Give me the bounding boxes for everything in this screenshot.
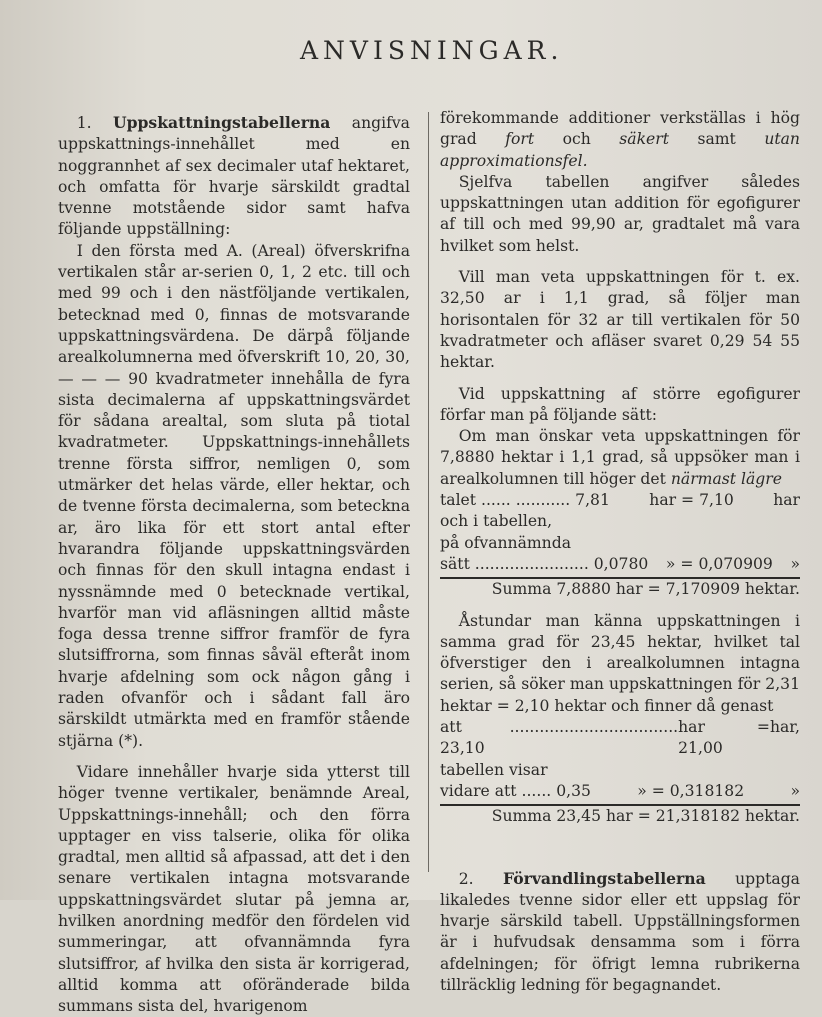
calc-cell: har, <box>769 718 800 737</box>
calc-cell: » <box>790 781 800 800</box>
emphasis: närmast lägre <box>670 469 782 488</box>
calculation-2 <box>440 717 800 827</box>
calc-sum: Summa 23,45 har = 21,318182 hektar. <box>491 807 800 826</box>
paragraph-r6: Åstundar man känna uppskattningen i samma grad för 23,45 hektar, hvilket tal öfverstiger den i arealkolumnen intagna serien, så söker man uppskattningen för 2,31 hektar = 2,10 hektar och finner då genast <box>440 611 800 715</box>
calc-cell: talet ...... ........... 7,81 <box>440 491 610 510</box>
calc-row <box>440 781 800 802</box>
calc-row <box>440 554 800 575</box>
calc-cell: har = 21,00 <box>678 718 770 758</box>
column-divider <box>428 112 429 872</box>
paragraph-r1 <box>440 108 800 172</box>
calc-cell: » <box>790 554 800 573</box>
calc-row <box>440 717 800 760</box>
emphasis: säkert <box>619 130 669 149</box>
right-column <box>440 108 800 996</box>
paragraph-text: upptaga likaledes tvenne sidor eller ett uppslag för hvarje särskild tabell. Uppställningsformen är i hufvudsak densamma som i förra afdelningen; för öfrigt lemna rubrikerna tillräcklig ledning för begagnandet. <box>440 869 800 994</box>
text: förekommande additioner verkställas i hög grad <box>440 109 800 149</box>
calc-cell: har = 7,10 <box>649 491 734 510</box>
text: och <box>534 130 620 149</box>
calc-row: på ofvannämnda <box>440 533 571 552</box>
paragraph-r7 <box>440 868 800 997</box>
text: Om man önskar veta uppskattningen för 7,8880 hektar i 1,1 grad, så uppsöker man i arealkolumnen till höger det <box>440 427 800 488</box>
calc-cell: sätt ....................... 0,0780 <box>440 554 649 573</box>
page-title: ANVISNINGAR. <box>300 36 564 65</box>
paragraph-r2: Sjelfva tabellen angifver således uppskattningen utan addition för egofigurer af till och med 99,90 ar, gradtalet må vara hvilket som helst. <box>440 172 800 255</box>
paragraph-text: angifva uppskattnings-innehållet med en noggrannhet af sex decimaler utaf hektaret, och omfatta för hvarje särskildt gradtal tvenne motstående sidor samt hafva följande uppställning: <box>58 114 410 239</box>
paragraph-2: I den första med A. (Areal) öfverskrifna vertikalen står ar-serien 0, 1, 2 etc. till och med 99 och i den nästföljande vertikalen, betecknad med 0, finnas de motsvarande uppskattningsvärdena. De därpå följande arealkolumnerna med öfverskrift 10, 20, 30, — — — 90 kvadratmeter innehålla de fyra sista decimalerna af uppskattningsvärdet för sådana arealtal, som sluta på tiotal kvadratmeter. Uppskattnings-innehållets trenne första siffror, nemligen 0, som utmärker det helas värde, eller hektar, och de tvenne första decimalerna, som beteckna ar, äro lika för ett stort antal efter hvarandra följande uppskattningsvärden och finnas för den skull intagna endast i nyssnämnde med 0 betecknade vertikal, hvarför man vid afläsningen alltid måste foga dessa trenne siffror framför de fyra slutsiffrorna, som finnas såväl efteråt inom hvarje afdelning som ock någon gång i raden ofvanför och i sådant fall äro särskildt utmärkta med en framför stående stjärna (*). <box>58 241 410 750</box>
calc-row: tabellen visar <box>440 760 548 779</box>
section-heading: Förvandlingstabellerna <box>503 868 706 888</box>
calc-sum: Summa 7,8880 har = 7,170909 hektar. <box>491 580 800 599</box>
paragraph-3: Vidare innehåller hvarje sida ytterst till höger tvenne vertikaler, benämnde Areal, Uppskattnings-innehåll; och den förra upptager en viss talserie, olika för olika gradtal, men alltid så afpassad, att det i den senare vertikalen intagna motsvarande uppskattningsvärdet slutar på jemna ar, hvilken anordning medför den fördelen vid summeringar, att ofvannämnda fyra slutsiffror, af hvilka den sista är korrigerad, alltid komma att oföränderade bilda summans sista del, hvarigenom <box>58 762 410 1016</box>
calc-row <box>440 490 800 511</box>
section-number: 1. <box>76 114 92 132</box>
calculation-1 <box>440 490 800 600</box>
paragraph-r4: Vid uppskattning af större egofigurer förfar man på följande sätt: <box>440 384 800 424</box>
emphasis: fort <box>505 130 535 149</box>
emphasis: utan approximationsfel. <box>440 130 800 170</box>
paragraph-r3: Vill man veta uppskattningen för t. ex. 32,50 ar i 1,1 grad, så följer man horisontalen för 32 ar till vertikalen för 50 kvadratmeter och afläser svaret 0,29 54 55 hektar. <box>440 268 800 372</box>
text: samt <box>668 130 765 149</box>
calc-cell: » = 0,318182 <box>637 781 745 800</box>
paragraph-r5 <box>440 426 800 490</box>
calc-cell: vidare att ...... 0,35 <box>440 781 591 800</box>
calc-row: och i tabellen, <box>440 512 553 531</box>
left-column <box>58 112 410 1017</box>
section-heading: Uppskattningstabellerna <box>113 113 331 132</box>
section-number: 2. <box>458 869 474 888</box>
paragraph-1 <box>58 112 410 241</box>
calc-cell: att .................................. 23,10 <box>440 718 679 758</box>
calc-cell: har <box>773 491 800 510</box>
calc-cell: » = 0,070909 <box>665 554 773 573</box>
